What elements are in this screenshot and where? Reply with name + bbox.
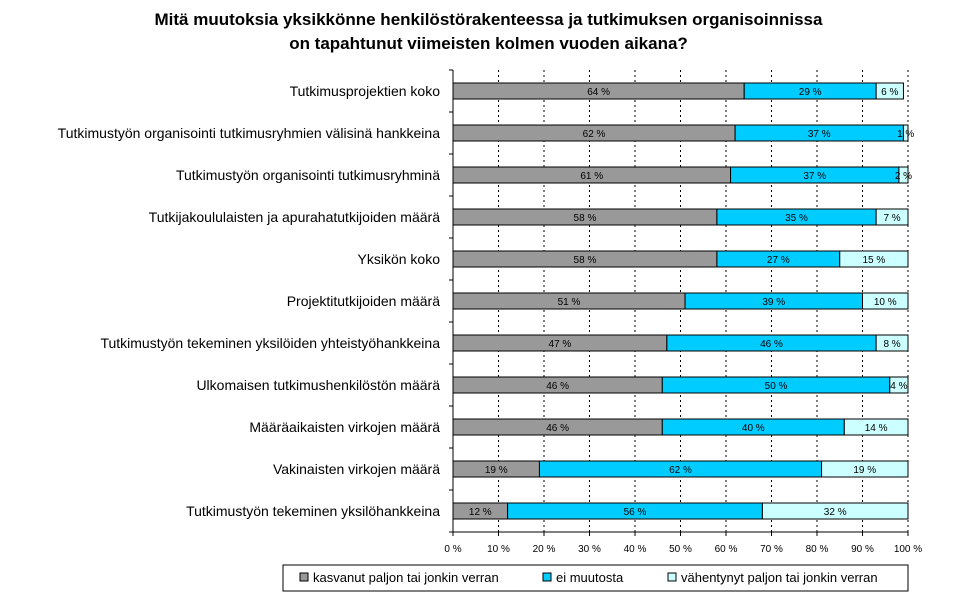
- legend-label: vähentynyt paljon tai jonkin verran: [681, 570, 878, 585]
- bar-data-label: 1 %: [897, 129, 915, 140]
- legend-label: ei muutosta: [556, 570, 624, 585]
- bar-data-label: 46 %: [546, 423, 570, 434]
- x-tick-label: 70 %: [760, 544, 783, 555]
- category-label: Tutkimustyön organisointi tutkimusryhminä: [175, 167, 440, 183]
- x-tick-label: 80 %: [805, 544, 829, 555]
- bar-data-label: 19 %: [484, 465, 508, 476]
- chart-title-line-2: on tapahtunut viimeisten kolmen vuoden aikana?: [289, 34, 688, 53]
- bar-data-label: 61 %: [580, 171, 604, 182]
- bar-data-label: 6 %: [881, 87, 899, 98]
- category-label: Tutkimusprojektien koko: [289, 83, 440, 99]
- x-tick-label: 20 %: [532, 544, 556, 555]
- category-label: Ulkomaisen tutkimushenkilöstön määrä: [196, 377, 440, 393]
- bar-data-label: 37 %: [807, 129, 831, 140]
- bars: [453, 83, 914, 519]
- category-label: Vakinaisten virkojen määrä: [272, 461, 440, 477]
- bar-data-label: 58 %: [573, 213, 597, 224]
- category-label: Tutkimustyön tekeminen yksilöhankkeina: [186, 503, 440, 519]
- bar-data-label: 46 %: [760, 339, 783, 350]
- bar-data-label: 62 %: [582, 129, 606, 140]
- category-label: Tutkimustyön organisointi tutkimusryhmien välisinä hankkeina: [57, 125, 440, 141]
- bar-data-label: 50 %: [764, 381, 788, 392]
- x-tick-label: 100 %: [893, 544, 923, 555]
- chart-title-line-1: Mitä muutoksia yksikkönne henkilöstörakenteessa ja tutkimuksen organisoinnissa: [154, 10, 823, 29]
- bar-data-label: 19 %: [853, 465, 877, 476]
- legend: [283, 565, 908, 591]
- bar-data-label: 7 %: [883, 213, 901, 224]
- legend-swatch: [300, 573, 308, 581]
- category-label: Määräaikaisten virkojen määrä: [249, 419, 440, 435]
- bar-data-label: 40 %: [741, 423, 765, 434]
- bar-data-label: 14 %: [864, 423, 888, 434]
- bar-data-label: 27 %: [766, 255, 790, 266]
- bar-data-label: 29 %: [798, 87, 822, 98]
- bar-data-label: 37 %: [803, 171, 827, 182]
- legend-swatch: [543, 573, 551, 581]
- x-tick-label: 60 %: [714, 544, 738, 555]
- x-tick-label: 40 %: [623, 544, 647, 555]
- bar-data-label: 12 %: [468, 507, 492, 518]
- bar-data-label: 51 %: [557, 297, 581, 308]
- category-label: Yksikön koko: [357, 251, 440, 267]
- bar-data-label: 10 %: [873, 297, 897, 308]
- legend-label: kasvanut paljon tai jonkin verran: [313, 570, 499, 585]
- bar-data-label: 56 %: [623, 507, 647, 518]
- bar-data-label: 4 %: [890, 381, 908, 392]
- category-label: Projektitutkijoiden määrä: [286, 293, 440, 309]
- bar-data-label: 62 %: [669, 465, 692, 476]
- bar-data-label: 47 %: [548, 339, 572, 350]
- x-tick-label: 90 %: [851, 544, 874, 555]
- x-tick-label: 10 %: [487, 544, 510, 555]
- bar-data-label: 58 %: [573, 255, 597, 266]
- bar-data-label: 39 %: [762, 297, 786, 308]
- x-tick-label: 50 %: [669, 544, 692, 555]
- category-label: Tutkijakoululaisten ja apurahatutkijoiden määrä: [148, 209, 440, 225]
- bar-data-label: 35 %: [785, 213, 808, 224]
- category-labels: [58, 83, 441, 519]
- bar-data-label: 32 %: [823, 507, 847, 518]
- category-label: Tutkimustyön tekeminen yksilöiden yhteistyöhankkeina: [100, 335, 440, 351]
- x-tick-label: 0 %: [444, 544, 462, 555]
- bar-data-label: 15 %: [862, 255, 886, 266]
- x-tick-label: 30 %: [578, 544, 601, 555]
- x-tick-labels: [444, 544, 922, 555]
- bar-data-label: 46 %: [546, 381, 570, 392]
- bar-data-label: 8 %: [883, 339, 901, 350]
- legend-swatch: [668, 573, 676, 581]
- bar-data-label: 2 %: [894, 171, 913, 182]
- bar-data-label: 64 %: [587, 87, 610, 98]
